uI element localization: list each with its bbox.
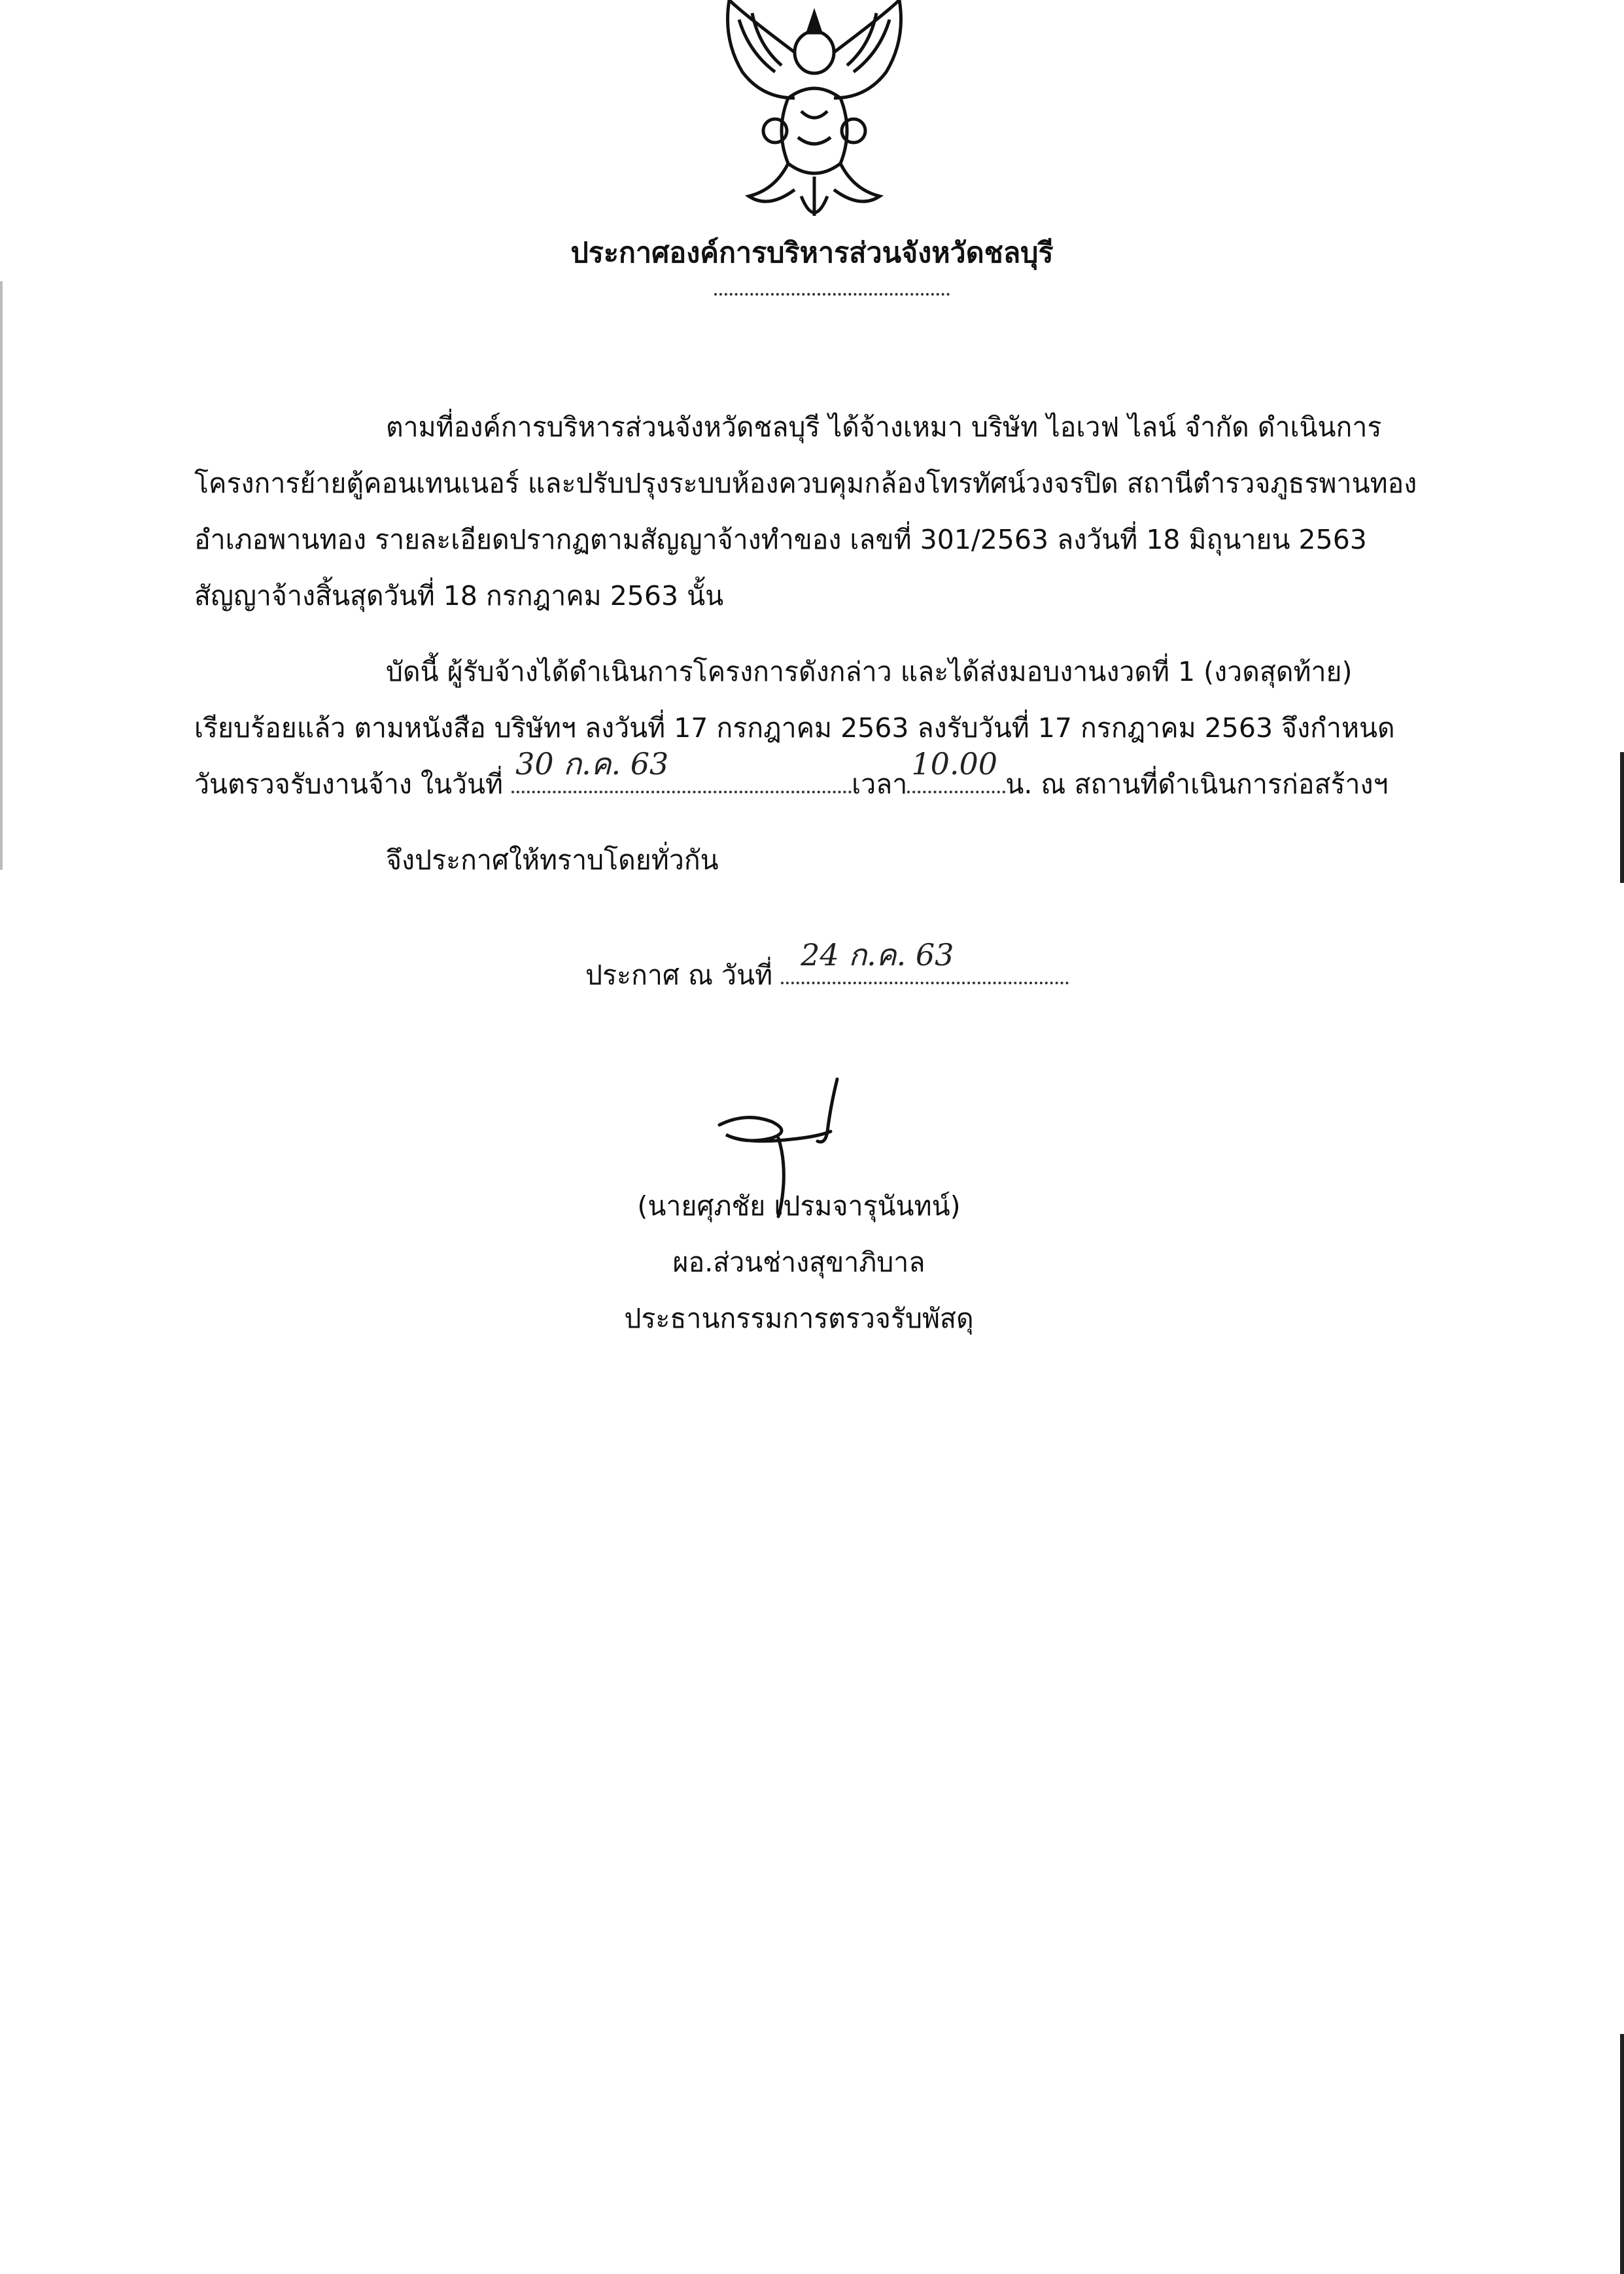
para1-line3: อำเภอพานทอง รายละเอียดปรากฏตามสัญญาจ้างทำของ เลขที่ 301/2563 ลงวันที่ 18 มิถุนายน 2563 <box>194 524 1367 555</box>
signatory-name: (นายศุภชัย เปรมจารุนันทน์) <box>637 1190 961 1222</box>
scan-edge-left <box>0 281 3 870</box>
scan-edge-right-top <box>1620 752 1624 883</box>
signatory-position: ผอ.ส่วนช่างสุขาภิบาล <box>672 1247 925 1278</box>
para3-closing: จึงประกาศให้ทราบโดยทั่วกัน <box>386 844 719 876</box>
announcement-date-label: ประกาศ ณ วันที่ <box>585 959 773 991</box>
announcement-date-field <box>781 937 1069 984</box>
inspection-date-handwritten: 30 ก.ค. 63 <box>515 746 669 782</box>
para2-line3 <box>194 746 1389 812</box>
inspection-time-field <box>907 746 1005 793</box>
para2-line2: เรียบร้อยแล้ว ตามหนังสือ บริษัทฯ ลงวันที่ 17 กรกฎาคม 2563 ลงรับวันที่ 17 กรกฎาคม 2563 จึงกำหนด <box>194 712 1395 744</box>
announcement-date-line <box>585 937 1069 1003</box>
para2-line1: บัดนี้ ผู้รับจ้างได้ดำเนินการโครงการดังกล่าว และได้ส่งมอบงานงวดที่ 1 (งวดสุดท้าย) <box>386 656 1353 687</box>
signatory-role: ประธานกรรมการตรวจรับพัสดุ <box>624 1303 974 1334</box>
title-dotted-rule <box>714 293 950 296</box>
garuda-emblem <box>703 0 925 235</box>
scan-edge-right-bottom <box>1620 2034 1624 2274</box>
inspection-time-handwritten: 10.00 <box>911 746 998 782</box>
inspection-location: น. ณ สถานที่ดำเนินการก่อสร้างฯ <box>1005 768 1389 800</box>
para1-line1: ตามที่องค์การบริหารส่วนจังหวัดชลบุรี ได้จ้างเหมา บริษัท ไอเวฟ ไลน์ จำกัด ดำเนินการ <box>386 411 1382 443</box>
inspection-date-label: วันตรวจรับงานจ้าง ในวันที่ <box>194 768 504 800</box>
inspection-date-field <box>511 746 852 793</box>
para1-line4: สัญญาจ้างสิ้นสุดวันที่ 18 กรกฎาคม 2563 นั้น <box>194 580 724 612</box>
inspection-time-label: เวลา <box>852 768 908 800</box>
para1-line2: โครงการย้ายตู้คอนเทนเนอร์ และปรับปรุงระบบห้องควบคุมกล้องโทรทัศน์วงจรปิด สถานีตำรวจภูธรพานทอง <box>194 468 1417 499</box>
announcement-date-handwritten: 24 ก.ค. 63 <box>801 937 954 973</box>
document-title: ประกาศองค์การบริหารส่วนจังหวัดชลบุรี <box>570 237 1054 269</box>
